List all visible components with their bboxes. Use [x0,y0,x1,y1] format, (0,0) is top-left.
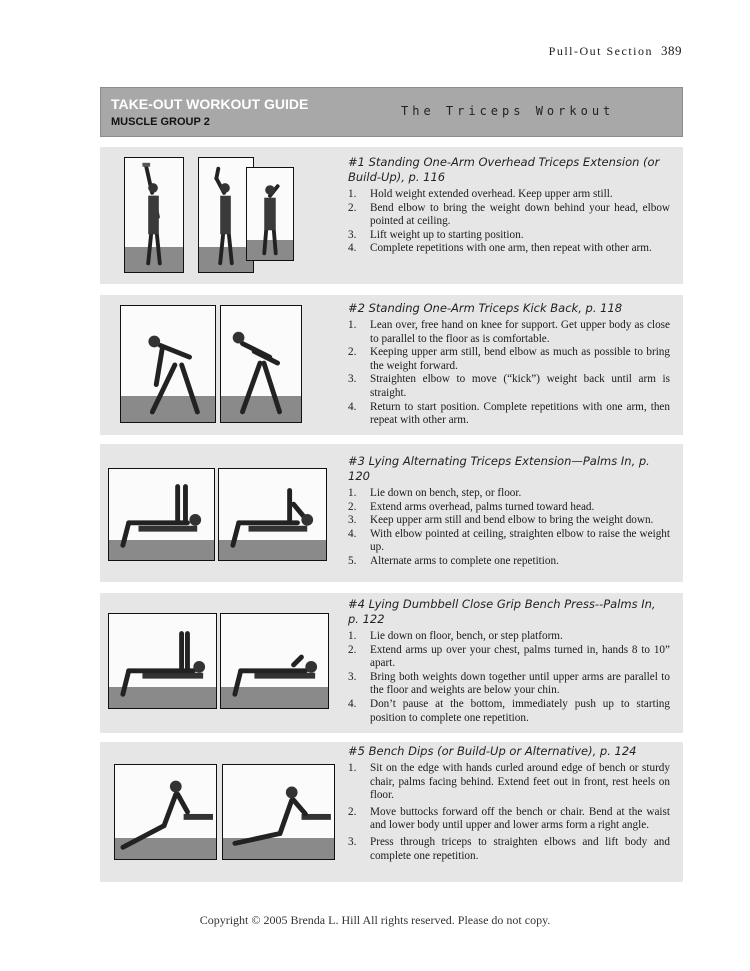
exercise-photo [108,613,217,709]
step-item: 3. Press through triceps to straighten elbows and lift body and complete one repetition. [348,835,670,862]
step-item: 3. Keep upper arm still and bend elbow to bring the weight down. [348,514,654,527]
step-item: 4. Complete repetitions with one arm, then repeat with other arm. [348,242,652,255]
exercise-section-5 [100,742,683,882]
exercise-section-2 [100,295,683,435]
step-item: 2. Extend arms overhead, palms turned toward head. [348,500,595,513]
workout-name: The Triceps Workout [401,104,615,118]
exercise-photo [222,764,335,860]
step-list [348,762,670,863]
exercise-title: #1 Standing One-Arm Overhead Triceps Extension (or Build-Up), p. 116 [348,155,660,184]
step-list [348,487,670,569]
step-item: 1. Lie down on bench, step, or floor. [348,487,522,499]
exercise-section-3 [100,444,683,582]
exercise-photo [120,305,216,423]
step-item: 2. Extend arms up over your chest, palms turned in, hands 8 to 10” apart. [348,643,670,670]
exercise-photo [114,764,217,860]
exercise-photo [220,305,302,423]
step-item: 4. Return to start position. Complete repetitions with one arm, then repeat with other arm. [348,400,670,427]
step-list [348,188,670,256]
exercise-title: #2 Standing One-Arm Triceps Kick Back, p. 118 [348,301,623,315]
guide-title: TAKE-OUT WORKOUT GUIDE [111,96,309,112]
step-item: 1. Hold weight extended overhead. Keep upper arm still. [348,188,613,200]
workout-banner [100,87,683,137]
page-number: 389 [661,43,682,58]
step-item: 1. Lean over, free hand on knee for support. Get upper body as close to parallel to the floor as is comfortable. [348,319,670,345]
section-label: Pull-Out Section [548,44,653,58]
step-item: 2. Bend elbow to bring the weight down behind your head, elbow pointed at ceiling. [348,201,670,228]
muscle-group-label: MUSCLE GROUP 2 [111,116,210,128]
step-item: 2. Move buttocks forward off the bench or chair. Bend at the waist and lower body until upper and lower arms form a right angle. [348,805,670,832]
exercise-photo [108,468,215,561]
step-item: 2. Keeping upper arm still, bend elbow as much as possible to bring the weight forward. [348,346,670,372]
exercise-photo [218,468,327,561]
step-item: 1. Sit on the edge with hands curled around edge of bench or sturdy chair, palms facing behind. Extend feet out in front, rest heels on floor. [348,762,670,802]
step-list [348,319,670,428]
exercise-title: #4 Lying Dumbbell Close Grip Bench Press--Palms In, p. 122 [348,597,656,626]
step-item: 3. Bring both weights down together until upper arms are parallel to the floor and weights are below your chin. [348,670,670,697]
exercise-section-4 [100,593,683,733]
exercise-title: #3 Lying Alternating Triceps Extension—Palms In, p. 120 [348,454,650,483]
step-item: 4. With elbow pointed at ceiling, straighten elbow to raise the weight up. [348,527,670,554]
exercise-title: #5 Bench Dips (or Build-Up or Alternative), p. 124 [348,744,637,758]
step-list [348,630,670,725]
step-item: 5. Alternate arms to complete one repetition. [348,554,559,567]
exercise-photo [124,157,184,273]
step-item: 3. Straighten elbow to move (“kick”) weight back until arm is straight. [348,373,670,399]
step-item: 1. Lie down on floor, bench, or step platform. [348,630,563,642]
exercise-photo [220,613,329,709]
copyright-footer: Copyright © 2005 Brenda L. Hill All rights reserved. Please do not copy. [199,913,551,927]
exercise-photo [246,167,294,261]
exercise-section-1 [100,147,683,284]
step-item: 4. Don’t pause at the bottom, immediately push up to starting position to complete one repetition. [348,697,670,724]
running-head [549,43,682,59]
step-item: 3. Lift weight up to starting position. [348,228,524,241]
